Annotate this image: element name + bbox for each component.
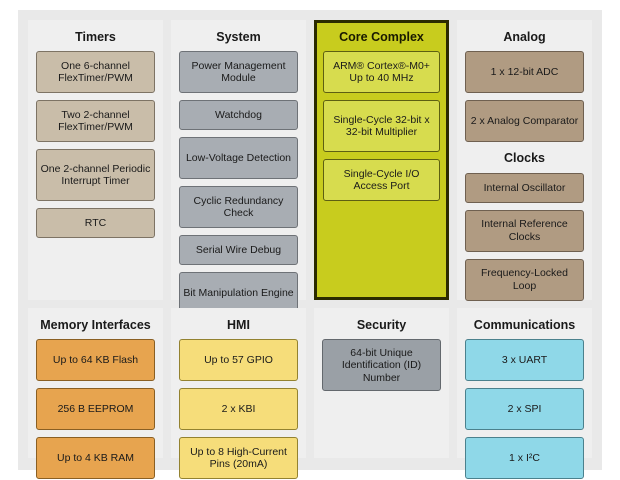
block-flextimer-6ch[interactable]: One 6-channel FlexTimer/PWM [36,51,155,93]
block-list [323,51,440,201]
group-title: Memory Interfaces [40,318,151,332]
block-12bit-adc[interactable]: 1 x 12-bit ADC [465,51,584,93]
group-grid [18,10,602,470]
group-title: Communications [473,318,576,332]
block-list [36,51,155,238]
block-periodic-interrupt-timer[interactable]: One 2-channel Periodic Interrupt Timer [36,149,155,201]
block-watchdog[interactable]: Watchdog [179,100,298,130]
block-list [465,339,584,479]
block-analog-comparator[interactable]: 2 x Analog Comparator [465,100,584,142]
group-memory-interfaces[interactable] [28,308,163,465]
subgroup-title-clocks: Clocks [504,151,545,166]
block-bit-manipulation-engine[interactable]: Bit Manipulation Engine [179,272,298,314]
block-list-clocks [465,173,584,301]
block-frequency-locked-loop[interactable]: Frequency-Locked Loop [465,259,584,301]
block-low-voltage-detection[interactable]: Low-Voltage Detection [179,137,298,179]
block-list [36,339,155,479]
block-gpio[interactable]: Up to 57 GPIO [179,339,298,381]
block-internal-oscillator[interactable]: Internal Oscillator [465,173,584,203]
block-eeprom[interactable]: 256 B EEPROM [36,388,155,430]
block-single-cycle-io-access-port[interactable]: Single-Cycle I/O Access Port [323,159,440,201]
group-hmi[interactable] [171,308,306,471]
block-kbi[interactable]: 2 x KBI [179,388,298,430]
group-analog[interactable] [457,20,592,300]
block-i2c[interactable]: 1 x I²C [465,437,584,479]
group-title: System [216,30,261,44]
group-title: HMI [227,318,250,332]
block-high-current-pins[interactable]: Up to 8 High-Current Pins (20mA) [179,437,298,479]
block-uart[interactable]: 3 x UART [465,339,584,381]
block-arm-cortex-m0plus[interactable]: ARM® Cortex®-M0+ Up to 40 MHz [323,51,440,93]
block-list [179,51,298,314]
block-unique-id-number[interactable]: 64-bit Unique Identification (ID) Number [322,339,441,391]
block-rtc[interactable]: RTC [36,208,155,238]
group-core-complex[interactable] [314,20,449,300]
block-single-cycle-multiplier[interactable]: Single-Cycle 32-bit x 32-bit Multiplier [323,100,440,152]
group-system[interactable] [171,20,306,300]
group-title: Timers [75,30,116,44]
block-list [322,339,441,391]
diagram-canvas [18,10,602,470]
block-serial-wire-debug[interactable]: Serial Wire Debug [179,235,298,265]
group-timers[interactable] [28,20,163,300]
group-communications[interactable] [457,308,592,465]
block-cyclic-redundancy-check[interactable]: Cyclic Redundancy Check [179,186,298,228]
block-power-management-module[interactable]: Power Management Module [179,51,298,93]
block-internal-reference-clocks[interactable]: Internal Reference Clocks [465,210,584,252]
block-flash[interactable]: Up to 64 KB Flash [36,339,155,381]
block-flextimer-2ch[interactable]: Two 2-channel FlexTimer/PWM [36,100,155,142]
group-title: Core Complex [339,30,424,44]
group-security[interactable] [314,308,449,458]
block-spi[interactable]: 2 x SPI [465,388,584,430]
group-title: Analog [503,30,546,44]
block-list [179,339,298,479]
group-title: Security [356,318,407,332]
block-list-analog [465,51,584,142]
block-ram[interactable]: Up to 4 KB RAM [36,437,155,479]
